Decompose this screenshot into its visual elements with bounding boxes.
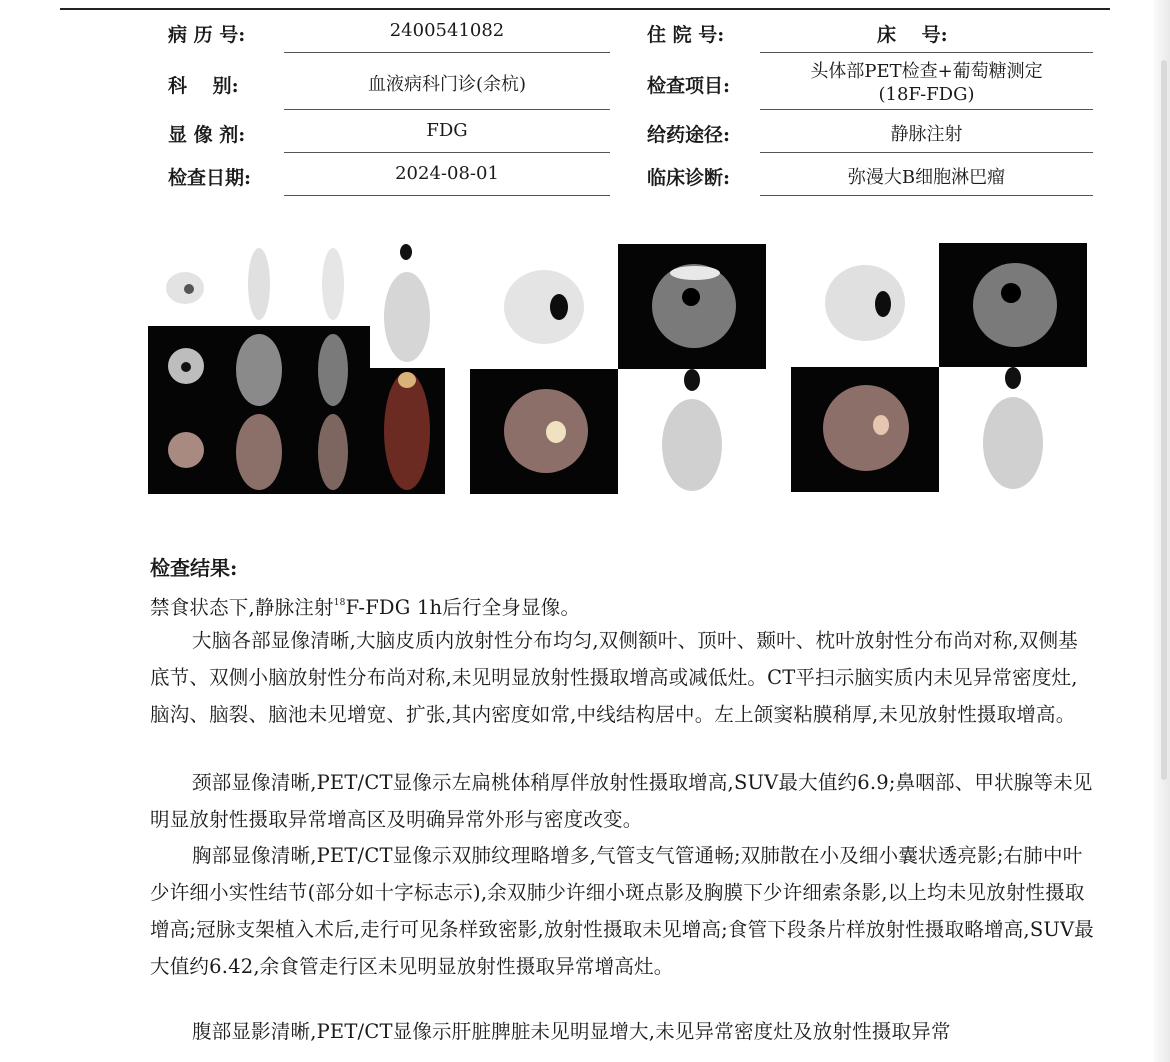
exam-results-heading: 检查结果:	[150, 556, 238, 580]
route-value: 静脉注射	[890, 124, 963, 145]
report-intro	[150, 585, 1095, 626]
report-abdomen-paragraph: 腹部显影清晰,PET/CT显像示肝脏脾脏未见明显增大,未见异常密度灶及放射性摄取异常	[192, 1020, 951, 1043]
department-underline	[284, 109, 610, 110]
neck-pet-ct-image	[470, 244, 766, 494]
exam-item-label: 检查项目:	[647, 75, 731, 97]
intro-suffix: F-FDG 1h后行全身显像。	[345, 596, 581, 619]
exam-date-underline	[284, 195, 610, 196]
top-border-line	[60, 8, 1110, 10]
report-neck-paragraph: 颈部显像清晰,PET/CT显像示左扁桃体稍厚伴放射性摄取增高,SUV最大值约6.9;鼻咽部、甲状腺等未见明显放射性摄取异常增高区及明确异常外形与密度改变。	[150, 771, 1093, 831]
exam-item-value-line2: (18F-FDG)	[878, 84, 975, 105]
agent-value: FDG	[426, 120, 468, 141]
intro-prefix: 禁食状态下,静脉注射	[150, 596, 334, 619]
agent-underline	[284, 152, 610, 153]
record-no-label: 病 历 号:	[168, 24, 246, 46]
whole-body-montage-image	[148, 242, 445, 494]
isotope-superscript: 18	[333, 598, 346, 608]
route-label: 给药途径:	[647, 124, 731, 146]
scrollbar-thumb[interactable]	[1161, 60, 1167, 780]
bed-no-label: 床 号:	[877, 24, 948, 46]
exam-date-label: 检查日期:	[168, 167, 252, 189]
exam-item-value-line1: 头体部PET检查+葡萄糖测定	[810, 61, 1043, 82]
record-no-underline	[284, 52, 610, 53]
report-brain-paragraph: 大脑各部显像清晰,大脑皮质内放射性分布均匀,双侧额叶、顶叶、颞叶、枕叶放射性分布尚对称,双侧基底节、双侧小脑放射性分布尚对称,未见明显放射性摄取增高或减低灶。CT平扫示脑实质内未见异常密度灶,脑沟、脑裂、脑池未见增宽、扩张,其内密度如常,中线结构居中。左上颌窦粘膜稍厚,未见放射性摄取增高。	[150, 629, 1078, 726]
diagnosis-label: 临床诊断:	[647, 167, 731, 189]
route-underline	[760, 152, 1093, 153]
diagnosis-value: 弥漫大B细胞淋巴瘤	[847, 167, 1006, 188]
diagnosis-underline	[760, 195, 1093, 196]
exam-date-value: 2024-08-01	[395, 163, 499, 184]
department-value: 血液病科门诊(余杭)	[367, 74, 527, 95]
record-no-value: 2400541082	[389, 20, 505, 41]
exam-item-underline	[760, 109, 1093, 110]
inpatient-no-underline	[760, 52, 1093, 53]
neck-pet-ct-annotated-image	[791, 243, 1087, 492]
report-chest-paragraph: 胸部显像清晰,PET/CT显像示双肺纹理略增多,气管支气管通畅;双肺散在小及细小囊状透亮影;右肺中叶少许细小实性结节(部分如十字标志示),余双肺少许细小斑点影及胸膜下少许细索条影,以上均未见放射性摄取增高;冠脉支架植入术后,走行可见条样致密影,放射性摄取未见增高;食管下段条片样放射性摄取略增高,SUV最大值约6.42,余食管走行区未见明显放射性摄取异常增高灶。	[150, 844, 1095, 978]
scrollbar-track[interactable]	[1154, 0, 1170, 1062]
inpatient-no-label: 住 院 号:	[647, 24, 725, 46]
agent-label: 显 像 剂:	[168, 124, 246, 146]
department-label: 科 别:	[168, 75, 239, 97]
